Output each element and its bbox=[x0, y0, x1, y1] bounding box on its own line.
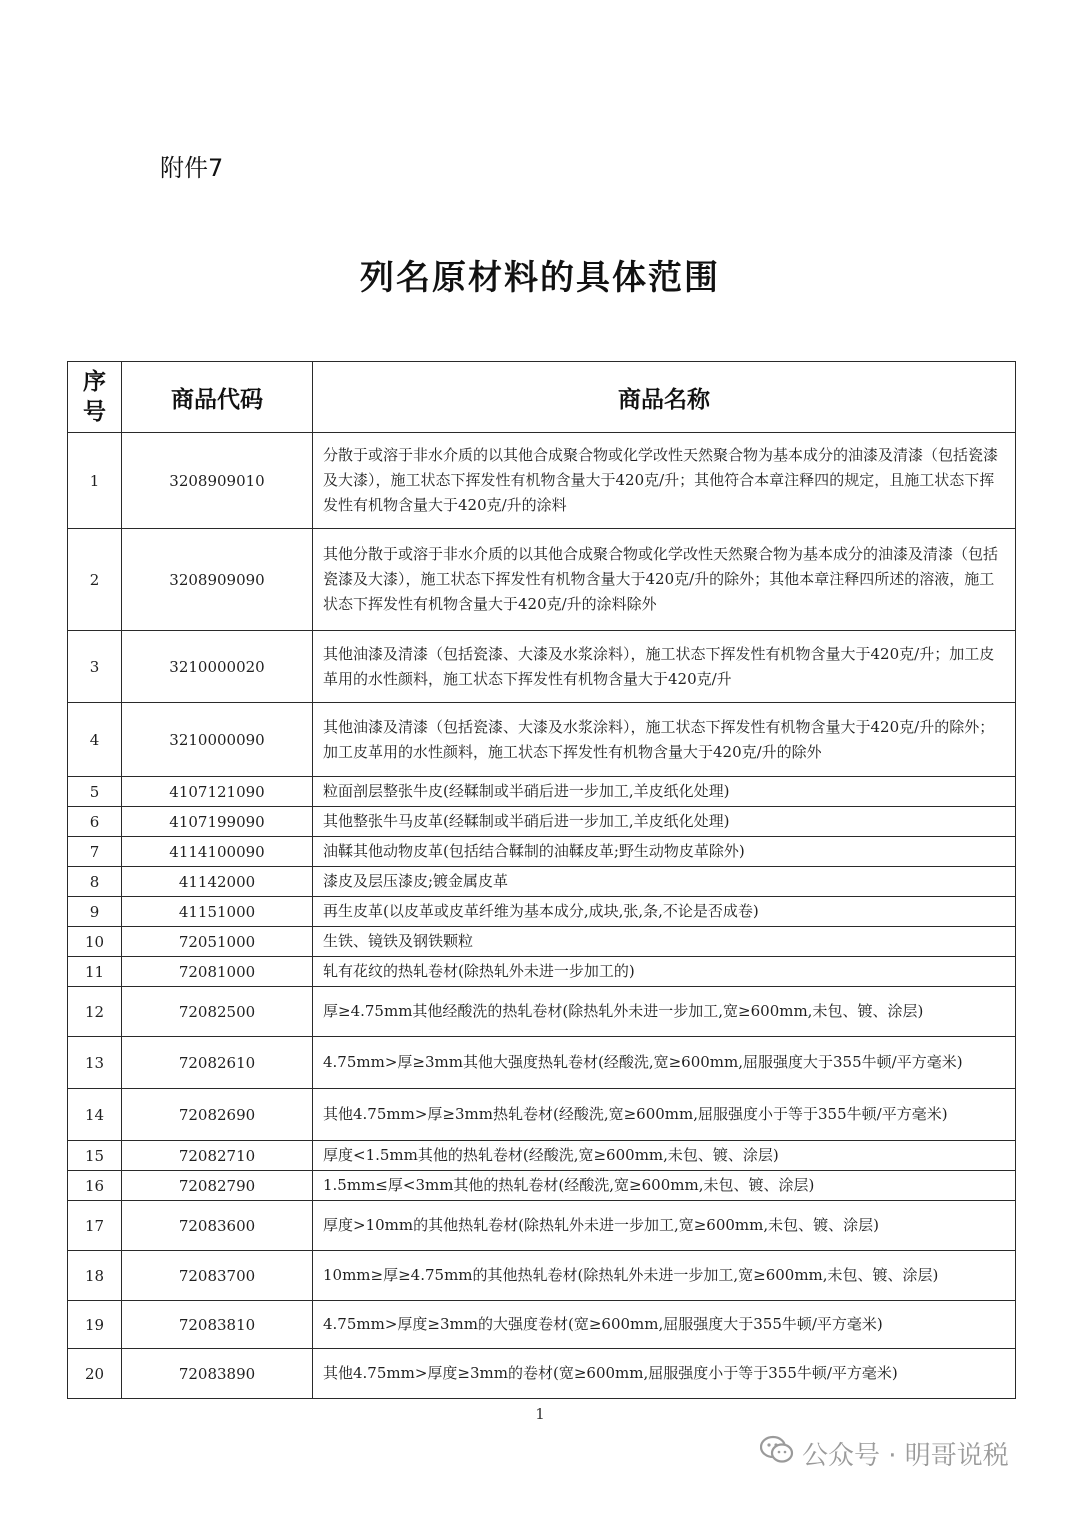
header-commodity-code: 商品代码 bbox=[122, 362, 313, 433]
header-commodity-name: 商品名称 bbox=[313, 362, 1016, 433]
commodity-code-cell: 72083890 bbox=[122, 1349, 313, 1399]
commodity-name-cell: 生铁、镜铁及钢铁颗粒 bbox=[313, 927, 1016, 957]
header-serial-number: 序 号 bbox=[68, 362, 122, 433]
serial-number-cell: 10 bbox=[68, 927, 122, 957]
commodity-name-cell: 轧有花纹的热轧卷材(除热轧外未进一步加工的) bbox=[313, 957, 1016, 987]
document-title: 列名原材料的具体范围 bbox=[360, 258, 720, 298]
table-row bbox=[68, 897, 1016, 927]
commodity-code-cell: 4107121090 bbox=[122, 777, 313, 807]
serial-number-cell: 18 bbox=[68, 1251, 122, 1301]
commodity-name-cell: 10mm≥厚≥4.75mm的其他热轧卷材(除热轧外未进一步加工,宽≥600mm,未包、镀、涂层) bbox=[313, 1251, 1016, 1301]
commodity-name-cell: 分散于或溶于非水介质的以其他合成聚合物或化学改性天然聚合物为基本成分的油漆及清漆（包括瓷漆及大漆），施工状态下挥发性有机物含量大于420克/升；其他符合本章注释四的规定，且施工状态下挥发性有机物含量大于420克/升的涂料 bbox=[313, 433, 1016, 529]
serial-number-cell: 8 bbox=[68, 867, 122, 897]
commodity-code-cell: 72082690 bbox=[122, 1089, 313, 1141]
commodity-code-cell: 4107199090 bbox=[122, 807, 313, 837]
table-row bbox=[68, 1141, 1016, 1171]
commodity-name-cell: 油鞣其他动物皮革(包括结合鞣制的油鞣皮革;野生动物皮革除外) bbox=[313, 837, 1016, 867]
serial-number-cell: 15 bbox=[68, 1141, 122, 1171]
commodity-name-cell: 其他4.75mm>厚≥3mm热轧卷材(经酸洗,宽≥600mm,屈服强度小于等于355牛顿/平方毫米) bbox=[313, 1089, 1016, 1141]
serial-number-cell: 9 bbox=[68, 897, 122, 927]
serial-number-cell: 17 bbox=[68, 1201, 122, 1251]
commodity-code-cell: 3210000020 bbox=[122, 631, 313, 703]
commodity-code-cell: 3208909090 bbox=[122, 529, 313, 631]
serial-number-cell: 1 bbox=[68, 433, 122, 529]
table-row bbox=[68, 703, 1016, 777]
serial-number-cell: 3 bbox=[68, 631, 122, 703]
serial-number-cell: 2 bbox=[68, 529, 122, 631]
serial-number-cell: 19 bbox=[68, 1301, 122, 1349]
commodity-name-cell: 4.75mm>厚度≥3mm的大强度卷材(宽≥600mm,屈服强度大于355牛顿/平方毫米) bbox=[313, 1301, 1016, 1349]
commodity-code-cell: 72081000 bbox=[122, 957, 313, 987]
commodity-code-cell: 4114100090 bbox=[122, 837, 313, 867]
commodity-name-cell: 粒面剖层整张牛皮(经鞣制或半硝后进一步加工,羊皮纸化处理) bbox=[313, 777, 1016, 807]
table-body bbox=[68, 433, 1016, 1399]
commodity-code-cell: 72082500 bbox=[122, 987, 313, 1037]
table-row bbox=[68, 1201, 1016, 1251]
commodity-code-cell: 41151000 bbox=[122, 897, 313, 927]
serial-number-cell: 20 bbox=[68, 1349, 122, 1399]
table-row bbox=[68, 1089, 1016, 1141]
commodity-name-cell: 其他整张牛马皮革(经鞣制或半硝后进一步加工,羊皮纸化处理) bbox=[313, 807, 1016, 837]
serial-number-cell: 7 bbox=[68, 837, 122, 867]
serial-number-cell: 12 bbox=[68, 987, 122, 1037]
table-row bbox=[68, 867, 1016, 897]
commodity-name-cell: 1.5mm≤厚<3mm其他的热轧卷材(经酸洗,宽≥600mm,未包、镀、涂层) bbox=[313, 1171, 1016, 1201]
commodity-name-cell: 厚≥4.75mm其他经酸洗的热轧卷材(除热轧外未进一步加工,宽≥600mm,未包、镀、涂层) bbox=[313, 987, 1016, 1037]
serial-number-cell: 13 bbox=[68, 1037, 122, 1089]
commodity-code-cell: 72082710 bbox=[122, 1141, 313, 1171]
commodity-name-cell: 其他油漆及清漆（包括瓷漆、大漆及水浆涂料），施工状态下挥发性有机物含量大于420克/升的除外；加工皮革用的水性颜料，施工状态下挥发性有机物含量大于420克/升的除外 bbox=[313, 703, 1016, 777]
wechat-icon bbox=[760, 1435, 794, 1472]
serial-number-cell: 11 bbox=[68, 957, 122, 987]
commodity-name-cell: 其他分散于或溶于非水介质的以其他合成聚合物或化学改性天然聚合物为基本成分的油漆及清漆（包括瓷漆及大漆），施工状态下挥发性有机物含量大于420克/升的除外；其他本章注释四所述的溶液，施工状态下挥发性有机物含量大于420克/升的涂料除外 bbox=[313, 529, 1016, 631]
page-number: 1 bbox=[535, 1405, 545, 1423]
table-row bbox=[68, 433, 1016, 529]
table-row bbox=[68, 927, 1016, 957]
table-row bbox=[68, 631, 1016, 703]
commodity-code-cell: 3208909010 bbox=[122, 433, 313, 529]
watermark-text: 公众号 · 明哥说税 bbox=[802, 1440, 1009, 1471]
commodity-code-cell: 72083700 bbox=[122, 1251, 313, 1301]
commodity-code-cell: 72051000 bbox=[122, 927, 313, 957]
table-row bbox=[68, 1037, 1016, 1089]
commodity-code-cell: 41142000 bbox=[122, 867, 313, 897]
serial-number-cell: 14 bbox=[68, 1089, 122, 1141]
serial-number-cell: 4 bbox=[68, 703, 122, 777]
commodity-code-cell: 72083810 bbox=[122, 1301, 313, 1349]
commodity-name-cell: 其他油漆及清漆（包括瓷漆、大漆及水浆涂料），施工状态下挥发性有机物含量大于420克/升；加工皮革用的水性颜料，施工状态下挥发性有机物含量大于420克/升 bbox=[313, 631, 1016, 703]
table-row bbox=[68, 1171, 1016, 1201]
serial-number-cell: 5 bbox=[68, 777, 122, 807]
table-row bbox=[68, 1301, 1016, 1349]
watermark bbox=[760, 1433, 1009, 1473]
commodity-name-cell: 厚度<1.5mm其他的热轧卷材(经酸洗,宽≥600mm,未包、镀、涂层) bbox=[313, 1141, 1016, 1171]
commodity-name-cell: 其他4.75mm>厚度≥3mm的卷材(宽≥600mm,屈服强度小于等于355牛顿/平方毫米) bbox=[313, 1349, 1016, 1399]
annex-label: 附件7 bbox=[160, 154, 224, 182]
table-row bbox=[68, 1349, 1016, 1399]
commodity-name-cell: 厚度>10mm的其他热轧卷材(除热轧外未进一步加工,宽≥600mm,未包、镀、涂层) bbox=[313, 1201, 1016, 1251]
commodity-name-cell: 漆皮及层压漆皮;镀金属皮革 bbox=[313, 867, 1016, 897]
table-row bbox=[68, 777, 1016, 807]
commodity-code-cell: 72083600 bbox=[122, 1201, 313, 1251]
table-header-row bbox=[68, 362, 1016, 433]
table-row bbox=[68, 837, 1016, 867]
materials-table bbox=[67, 361, 1016, 1399]
commodity-code-cell: 72082610 bbox=[122, 1037, 313, 1089]
table-row bbox=[68, 807, 1016, 837]
serial-number-cell: 16 bbox=[68, 1171, 122, 1201]
commodity-code-cell: 72082790 bbox=[122, 1171, 313, 1201]
commodity-code-cell: 3210000090 bbox=[122, 703, 313, 777]
commodity-name-cell: 4.75mm>厚≥3mm其他大强度热轧卷材(经酸洗,宽≥600mm,屈服强度大于355牛顿/平方毫米) bbox=[313, 1037, 1016, 1089]
commodity-name-cell: 再生皮革(以皮革或皮革纤维为基本成分,成块,张,条,不论是否成卷) bbox=[313, 897, 1016, 927]
table-row bbox=[68, 987, 1016, 1037]
table-row bbox=[68, 529, 1016, 631]
table-row bbox=[68, 1251, 1016, 1301]
table-row bbox=[68, 957, 1016, 987]
serial-number-cell: 6 bbox=[68, 807, 122, 837]
